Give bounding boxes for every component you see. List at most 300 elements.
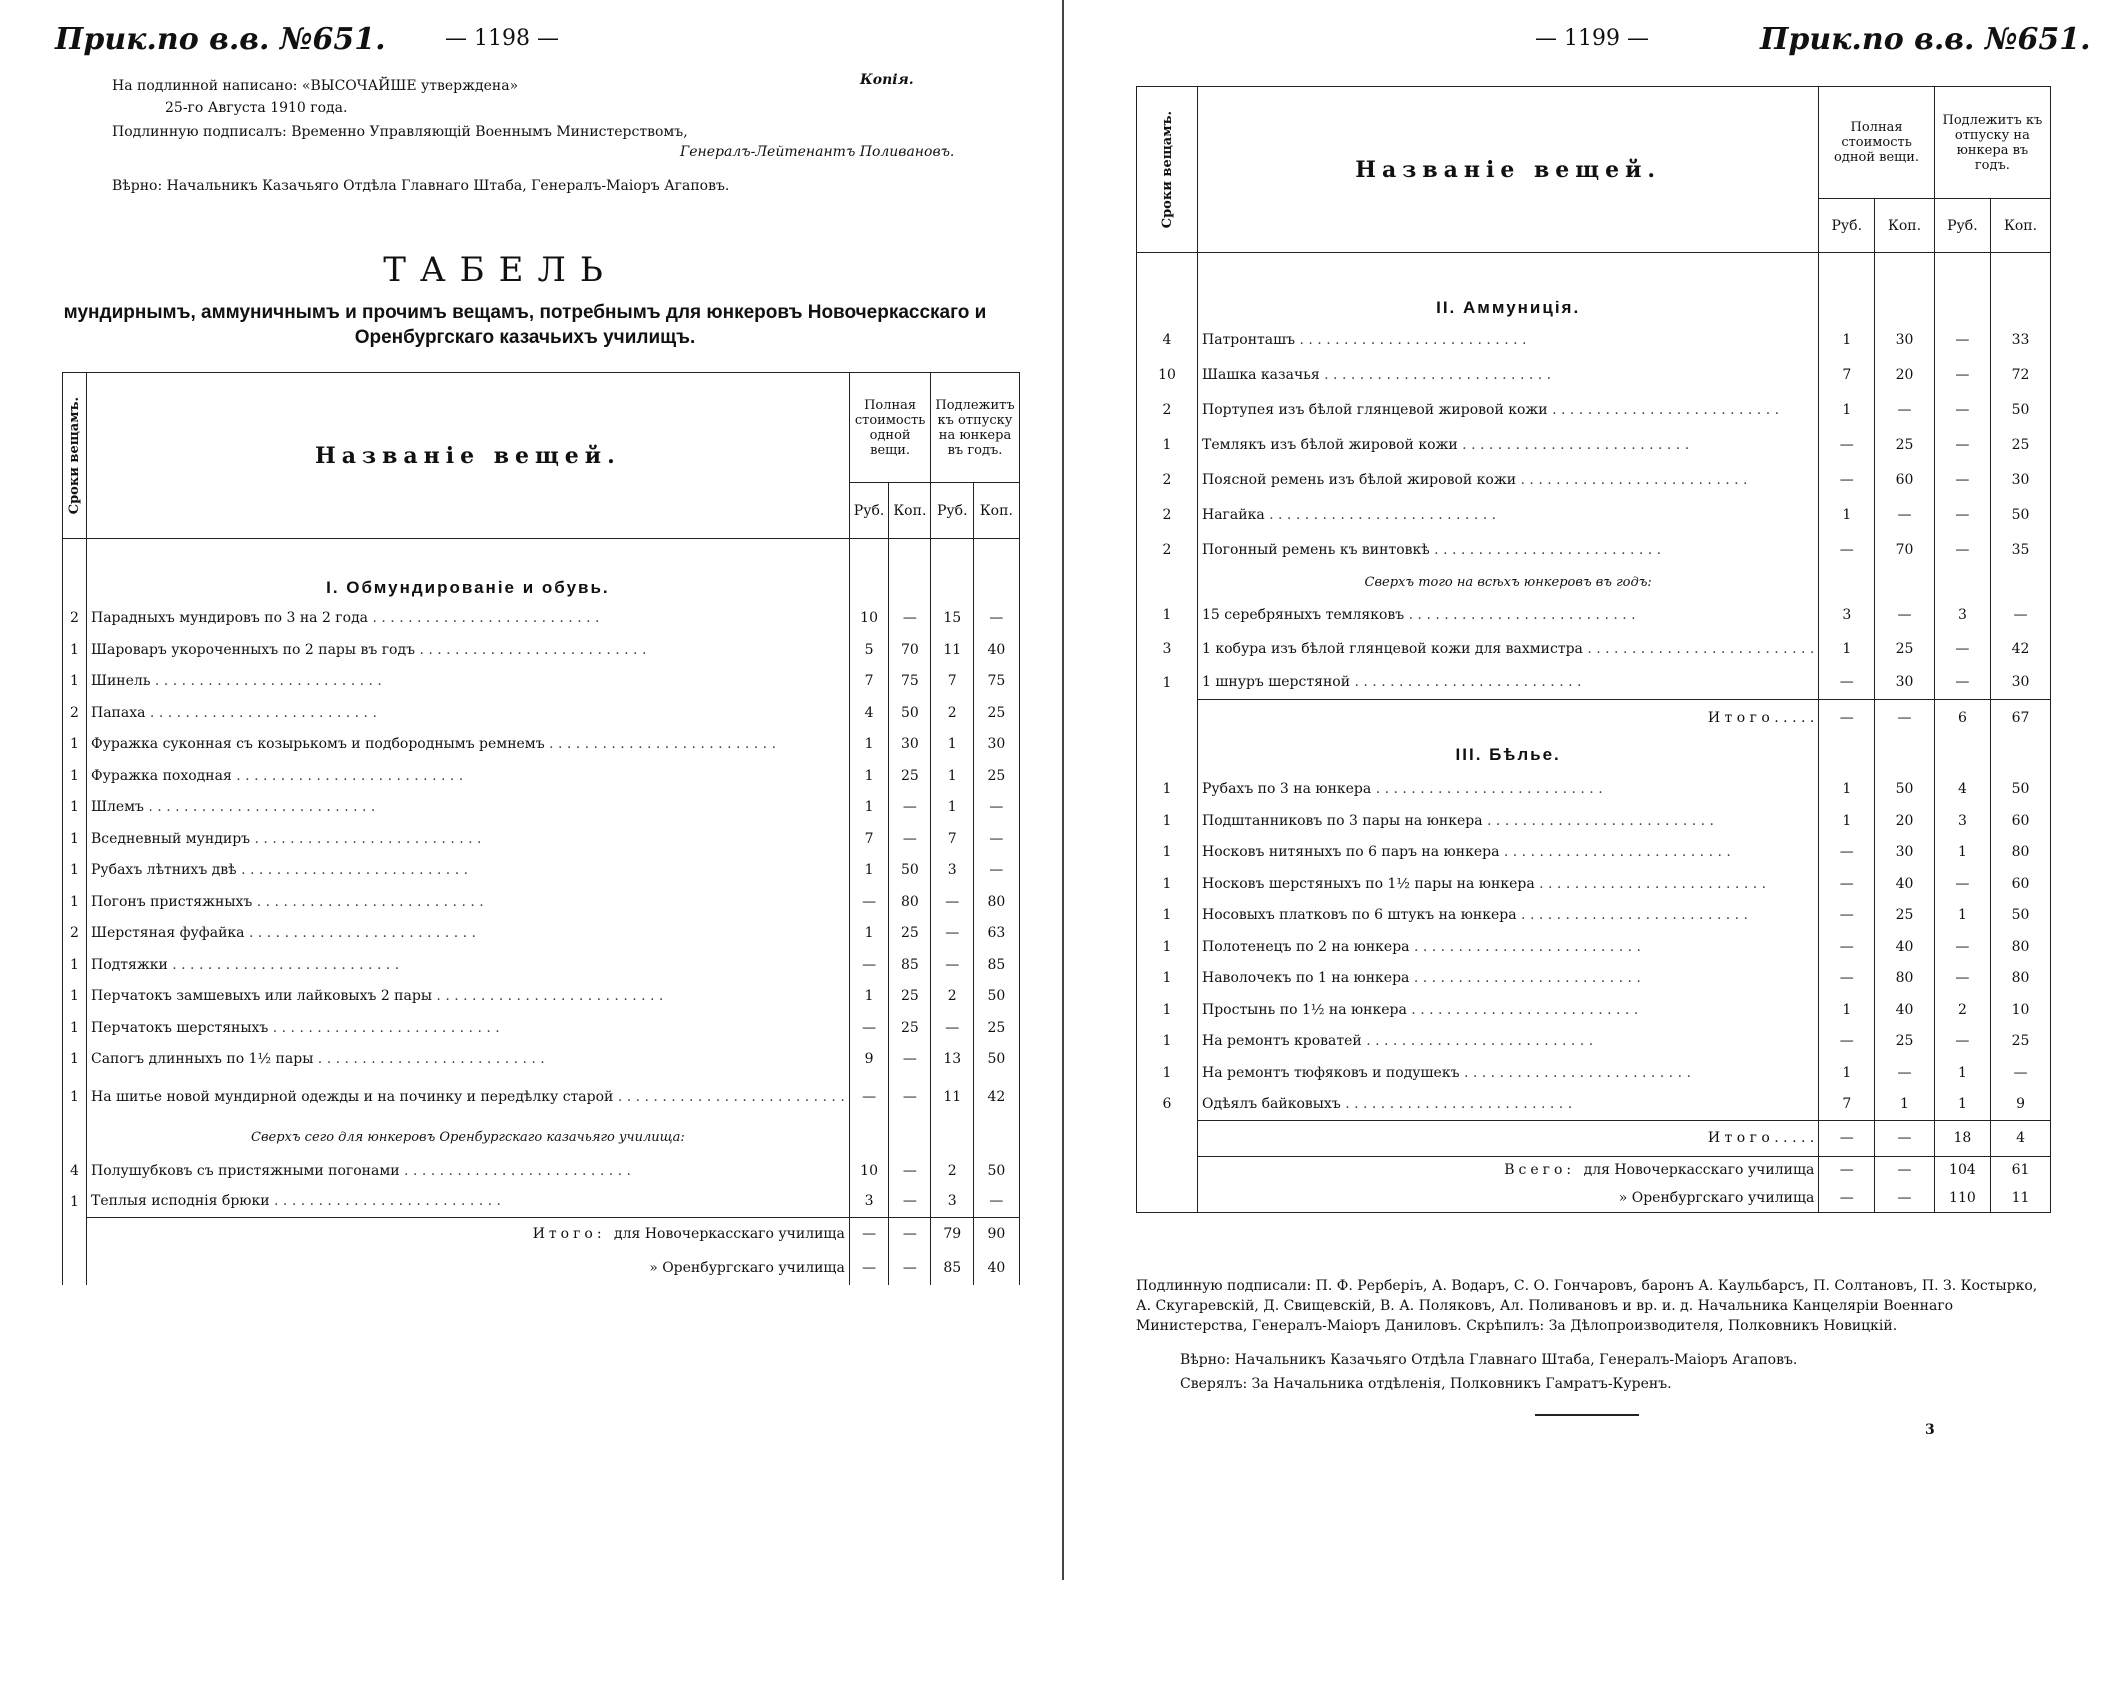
- value-cell: 60: [1875, 463, 1935, 498]
- term-cell: 2: [63, 697, 87, 729]
- value-cell: —: [931, 886, 974, 918]
- table-row: [63, 634, 1020, 666]
- leader-dots: . . . . . . . . . . . . . . . . . . . . . . . . . .: [145, 704, 377, 721]
- total-name: И т о г о . . . . .: [1707, 709, 1815, 726]
- item-name: Теплыя исподнія брюки: [91, 1193, 270, 1210]
- value-cell: 7: [849, 823, 889, 855]
- section-note: Сверхъ сего для юнкеровъ Оренбургскаго казачьяго училища:: [87, 1119, 850, 1155]
- value-cell: 1: [849, 729, 889, 761]
- value-cell: 4: [849, 697, 889, 729]
- value-cell: 30: [1991, 463, 2051, 498]
- value-cell: —: [931, 949, 974, 981]
- item-name-cell: [1198, 632, 1819, 666]
- value-cell: 1: [1819, 323, 1875, 358]
- value-cell: 1: [1875, 1089, 1935, 1121]
- table-row: [1137, 358, 2051, 393]
- value-cell: 30: [1875, 837, 1935, 869]
- total-value-cell: 110: [1934, 1184, 1990, 1212]
- value-cell: —: [849, 886, 889, 918]
- total-label-cell: [1198, 1156, 1819, 1184]
- right-table: [1136, 86, 2051, 1213]
- value-cell: 25: [889, 918, 931, 950]
- term-cell: 1: [1137, 963, 1198, 995]
- value-cell: 1: [849, 760, 889, 792]
- value-cell: 1: [931, 760, 974, 792]
- value-cell: —: [974, 792, 1019, 824]
- value-cell: 50: [974, 981, 1019, 1013]
- term-cell: [1137, 1156, 1198, 1184]
- leader-dots: . . . . . . . . . . . . . . . . . . . . . . . . . .: [1482, 812, 1714, 829]
- term-cell: 1: [1137, 868, 1198, 900]
- tabel-title: ТАБЕЛЬ: [383, 250, 617, 290]
- value-cell: 30: [1875, 323, 1935, 358]
- item-name-cell: [87, 1186, 850, 1217]
- value-cell: 10: [849, 1155, 889, 1186]
- value-cell: 10: [1991, 994, 2051, 1026]
- term-cell: 1: [63, 1075, 87, 1119]
- value-cell: [1875, 568, 1935, 598]
- total-row: [63, 1217, 1020, 1251]
- table-row: [63, 1012, 1020, 1044]
- term-cell: [1137, 1120, 1198, 1156]
- table-row: [63, 1186, 1020, 1217]
- value-cell: [849, 573, 889, 603]
- value-cell: —: [1934, 393, 1990, 428]
- value-cell: [1934, 568, 1990, 598]
- term-cell: 1: [63, 886, 87, 918]
- section-title-row: [1137, 293, 2051, 323]
- term-cell: 6: [1137, 1089, 1198, 1121]
- spacer: [1198, 253, 1819, 293]
- value-cell: 25: [1991, 428, 2051, 463]
- term-cell: 1: [1137, 598, 1198, 632]
- leader-dots: . . . . . . . . . . . . . . . . . . . . . . . . . .: [236, 862, 469, 879]
- value-cell: [1819, 253, 1875, 293]
- value-cell: —: [1934, 428, 1990, 463]
- value-cell: —: [974, 855, 1019, 887]
- item-name: 15 серебряныхъ темляковъ: [1202, 606, 1405, 623]
- section-note-row: [63, 1119, 1020, 1155]
- rub-header: Руб.: [1934, 199, 1990, 253]
- item-name: На ремонтъ кроватей: [1202, 1033, 1362, 1050]
- value-cell: 7: [1819, 358, 1875, 393]
- item-name-cell: [1198, 666, 1819, 700]
- value-cell: 50: [1991, 498, 2051, 533]
- value-cell: 70: [1875, 533, 1935, 568]
- value-cell: 25: [1875, 1026, 1935, 1058]
- value-cell: 1: [1819, 393, 1875, 428]
- item-name: Патронташъ: [1202, 332, 1296, 348]
- value-cell: 75: [974, 666, 1019, 698]
- value-cell: 2: [931, 1155, 974, 1186]
- value-cell: [1934, 293, 1990, 323]
- term-cell: 1: [1137, 805, 1198, 837]
- item-name-cell: [1198, 1026, 1819, 1058]
- right-page-number: — 1199 —: [1535, 26, 1649, 51]
- item-name: Шерстяная фуфайка: [91, 925, 245, 942]
- item-name-cell: [87, 1044, 850, 1076]
- term-cell: 3: [1137, 632, 1198, 666]
- value-cell: —: [889, 1186, 931, 1217]
- leader-dots: . . . . . . . . . . . . . . . . . . . . . . . . . .: [231, 767, 464, 784]
- term-cell: 2: [63, 918, 87, 950]
- value-cell: [1819, 736, 1875, 774]
- table-row: [63, 918, 1020, 950]
- value-cell: —: [889, 1044, 931, 1076]
- leader-dots: . . . . . . . . . . . . . . . . . . . . . . . . . .: [1404, 606, 1636, 623]
- table-row: [1137, 666, 2051, 700]
- value-cell: —: [1819, 666, 1875, 700]
- value-cell: —: [1819, 428, 1875, 463]
- total-name: для Новочеркасскаго училища: [614, 1226, 845, 1243]
- value-cell: [1934, 253, 1990, 293]
- value-cell: —: [1819, 931, 1875, 963]
- value-cell: 63: [974, 918, 1019, 950]
- item-name: Погонный ремень къ винтовкѣ: [1202, 542, 1430, 558]
- value-cell: —: [1875, 1057, 1935, 1089]
- col-term-header: Сроки вещамъ.: [1159, 110, 1175, 229]
- table-row: [63, 886, 1020, 918]
- value-cell: [889, 539, 931, 573]
- value-cell: —: [889, 1155, 931, 1186]
- value-cell: 50: [889, 697, 931, 729]
- value-cell: —: [1934, 632, 1990, 666]
- term-cell: 1: [63, 981, 87, 1013]
- total-name: И т о г о . . . . .: [1707, 1130, 1815, 1146]
- value-cell: 1: [1819, 774, 1875, 806]
- total-value-cell: —: [1875, 1156, 1935, 1184]
- value-cell: 2: [1934, 994, 1990, 1026]
- item-name: Носковъ нитяныхъ по 6 паръ на юнкера: [1202, 844, 1500, 861]
- col-term-header: Сроки вещамъ.: [67, 396, 82, 515]
- total-value-cell: —: [1875, 1184, 1935, 1212]
- table-row: [1137, 1089, 2051, 1121]
- table-row: [63, 855, 1020, 887]
- right-page: [1070, 0, 2125, 1700]
- value-cell: [1934, 736, 1990, 774]
- spacer: [87, 539, 850, 573]
- leader-dots: . . . . . . . . . . . . . . . . . . . . . . . . . .: [252, 893, 484, 910]
- value-cell: —: [1934, 463, 1990, 498]
- table-row: [63, 666, 1020, 698]
- item-name-cell: [1198, 805, 1819, 837]
- value-cell: 1: [849, 981, 889, 1013]
- leader-dots: . . . . . . . . . . . . . . . . . . . . . . . . . .: [244, 925, 476, 942]
- term-cell: [63, 1217, 87, 1251]
- value-cell: 40: [1875, 868, 1935, 900]
- item-name: Фуражка суконная съ козырькомъ и подбороднымъ ремнемъ: [91, 736, 545, 753]
- left-page-number: — 1198 —: [445, 26, 559, 51]
- term-cell: [63, 1119, 87, 1155]
- total-name: » Оренбургскаго училища: [1618, 1189, 1815, 1206]
- term-cell: [1137, 253, 1198, 293]
- value-cell: 3: [849, 1186, 889, 1217]
- term-cell: 1: [63, 792, 87, 824]
- itogo-row: [1137, 700, 2051, 736]
- table-row: [1137, 632, 2051, 666]
- value-cell: 2: [931, 697, 974, 729]
- value-cell: 3: [1934, 805, 1990, 837]
- value-cell: 20: [1875, 805, 1935, 837]
- total-value-cell: —: [1819, 1184, 1875, 1212]
- total-value-cell: —: [889, 1251, 931, 1285]
- item-name: Поясной ремень изъ бѣлой жировой кожи: [1202, 472, 1517, 488]
- item-name-cell: [87, 603, 850, 635]
- spacer-row: [63, 539, 1020, 573]
- item-name-cell: [87, 981, 850, 1013]
- value-cell: [974, 539, 1019, 573]
- table-row: [1137, 393, 2051, 428]
- table-row: [1137, 900, 2051, 932]
- value-cell: 50: [974, 1155, 1019, 1186]
- term-cell: 2: [1137, 463, 1198, 498]
- total-value-cell: —: [1819, 1156, 1875, 1184]
- leader-dots: . . . . . . . . . . . . . . . . . . . . . . . . . .: [1582, 640, 1815, 657]
- total-value-cell: —: [1819, 1120, 1875, 1156]
- value-cell: [1875, 736, 1935, 774]
- value-cell: 2: [931, 981, 974, 1013]
- value-cell: 1: [931, 729, 974, 761]
- table-row: [63, 603, 1020, 635]
- total-value-cell: 18: [1934, 1120, 1990, 1156]
- value-cell: —: [1875, 393, 1935, 428]
- total-value-cell: 67: [1991, 700, 2051, 736]
- meta-line-5: Вѣрно: Начальникъ Казачьяго Отдѣла Главнаго Штаба, Генералъ-Маіоръ Агаповъ.: [112, 178, 730, 194]
- value-cell: —: [1934, 1026, 1990, 1058]
- item-name-cell: [1198, 323, 1819, 358]
- value-cell: [931, 1119, 974, 1155]
- term-cell: 1: [1137, 666, 1198, 700]
- item-name-cell: [1198, 463, 1819, 498]
- value-cell: —: [974, 1186, 1019, 1217]
- item-name-cell: [87, 855, 850, 887]
- item-name-cell: [87, 666, 850, 698]
- item-name-cell: [1198, 900, 1819, 932]
- value-cell: —: [1934, 963, 1990, 995]
- item-name-cell: [87, 760, 850, 792]
- value-cell: —: [931, 1012, 974, 1044]
- kop-header: Коп.: [1875, 199, 1935, 253]
- item-name-cell: [87, 792, 850, 824]
- value-cell: 70: [889, 634, 931, 666]
- item-name-cell: [87, 1012, 850, 1044]
- footer-signed: Подлинную подписали: П. Ф. Рерберіъ, А. Водаръ, С. О. Гончаровъ, баронъ А. Каульбарсъ, П. Солтановъ, П. З. Костырко, А. Скугаревскій, Д. Свищевскій, В. А. Поляковъ, Ал. Поливановъ и вр. и. д. Начальника Канцеляріи Военнаго Министерства, Генералъ-Маіоръ Даниловъ. Скрѣпилъ: За Дѣлопроизводителя, Полковникъ Новицкій.: [1136, 1278, 2038, 1334]
- footer-sveryal: Сверялъ: За Начальника отдѣленія, Полковникъ Гамратъ-Куренъ.: [1180, 1376, 1672, 1392]
- value-cell: —: [974, 603, 1019, 635]
- value-cell: —: [1991, 1057, 2051, 1089]
- value-cell: 1: [1934, 1089, 1990, 1121]
- value-cell: 7: [931, 823, 974, 855]
- table-row: [1137, 805, 2051, 837]
- value-cell: 75: [889, 666, 931, 698]
- leader-dots: . . . . . . . . . . . . . . . . . . . . . . . . . .: [268, 1019, 500, 1036]
- value-cell: —: [1934, 323, 1990, 358]
- value-cell: 85: [889, 949, 931, 981]
- value-cell: 7: [849, 666, 889, 698]
- value-cell: —: [974, 823, 1019, 855]
- item-name-cell: [1198, 774, 1819, 806]
- item-name: Шашка казачья: [1202, 367, 1320, 383]
- item-name: Одѣялъ байковыхъ: [1202, 1096, 1341, 1112]
- value-cell: 80: [1991, 931, 2051, 963]
- value-cell: —: [889, 792, 931, 824]
- term-cell: 4: [63, 1155, 87, 1186]
- table-row: [63, 760, 1020, 792]
- value-cell: [1875, 253, 1935, 293]
- value-cell: 30: [974, 729, 1019, 761]
- table-row: [63, 792, 1020, 824]
- value-cell: 1: [1934, 1057, 1990, 1089]
- itogo-row: [1137, 1120, 2051, 1156]
- value-cell: —: [1819, 900, 1875, 932]
- value-cell: 80: [1991, 963, 2051, 995]
- value-cell: 50: [1875, 774, 1935, 806]
- item-name-cell: [1198, 428, 1819, 463]
- item-name-cell: [1198, 393, 1819, 428]
- value-cell: 60: [1991, 868, 2051, 900]
- value-cell: 4: [1934, 774, 1990, 806]
- value-cell: 50: [1991, 393, 2051, 428]
- total-label-cell: [87, 1251, 850, 1285]
- total-value-cell: —: [849, 1217, 889, 1251]
- term-cell: [1137, 568, 1198, 598]
- leader-dots: . . . . . . . . . . . . . . . . . . . . . . . . . .: [250, 830, 482, 847]
- item-name: Перчатокъ замшевыхъ или лайковыхъ 2 пары: [91, 988, 432, 1005]
- total-value-cell: —: [1875, 1120, 1935, 1156]
- table-row: [63, 697, 1020, 729]
- term-cell: 1: [63, 1186, 87, 1217]
- value-cell: —: [1934, 868, 1990, 900]
- value-cell: 11: [931, 634, 974, 666]
- leader-dots: . . . . . . . . . . . . . . . . . . . . . . . . . .: [613, 1089, 845, 1105]
- leader-dots: . . . . . . . . . . . . . . . . . . . . . . . . . .: [269, 1193, 501, 1210]
- left-header-title: Прик.по в.в. №651.: [55, 22, 386, 57]
- kop-header: Коп.: [974, 483, 1019, 539]
- item-name-cell: [87, 949, 850, 981]
- term-cell: [1137, 1184, 1198, 1212]
- col-name-header: Названіе вещей.: [87, 373, 850, 539]
- value-cell: 30: [1991, 666, 2051, 700]
- value-cell: —: [931, 918, 974, 950]
- value-cell: [1875, 293, 1935, 323]
- value-cell: 25: [1991, 1026, 2051, 1058]
- term-cell: 4: [1137, 323, 1198, 358]
- total-value-cell: 85: [931, 1251, 974, 1285]
- table-row: [1137, 598, 2051, 632]
- value-cell: —: [889, 823, 931, 855]
- value-cell: 40: [1875, 931, 1935, 963]
- rub-header: Руб.: [849, 483, 889, 539]
- value-cell: 3: [931, 855, 974, 887]
- value-cell: —: [849, 1012, 889, 1044]
- item-name: На шитье новой мундирной одежды и на починку и передѣлку старой: [91, 1089, 614, 1105]
- value-cell: 25: [1875, 428, 1935, 463]
- table-row: [1137, 1026, 2051, 1058]
- value-cell: 25: [1875, 632, 1935, 666]
- leader-dots: . . . . . . . . . . . . . . . . . . . . . . . . . .: [1429, 542, 1662, 558]
- section-note-row: [1137, 568, 2051, 598]
- value-cell: 7: [931, 666, 974, 698]
- meta-line-4: Генералъ-Лейтенантъ Поливановъ.: [680, 144, 955, 160]
- term-cell: 10: [1137, 358, 1198, 393]
- section-title-row: [63, 573, 1020, 603]
- item-name: Портупея изъ бѣлой глянцевой жировой кожи: [1202, 402, 1548, 418]
- section-title: III. Бѣлье.: [1198, 736, 1819, 774]
- total-value-cell: —: [889, 1217, 931, 1251]
- table-row: [63, 823, 1020, 855]
- value-cell: 3: [1819, 598, 1875, 632]
- total-label: Всего:: [1504, 1162, 1584, 1179]
- value-cell: 33: [1991, 323, 2051, 358]
- table-row: [63, 729, 1020, 761]
- value-cell: —: [849, 1075, 889, 1119]
- footer-rule: [1535, 1414, 1639, 1416]
- value-cell: 9: [1991, 1089, 2051, 1121]
- total-name: » Оренбургскаго училища: [649, 1260, 845, 1276]
- total-label-cell: [1198, 1184, 1819, 1212]
- item-name: Носовыхъ платковъ по 6 штукъ на юнкера: [1202, 907, 1517, 924]
- value-cell: [1991, 253, 2051, 293]
- term-cell: 1: [63, 949, 87, 981]
- value-cell: —: [849, 949, 889, 981]
- item-name-cell: [1198, 1057, 1819, 1089]
- right-header-title: Прик.по в.в. №651.: [1760, 22, 2091, 57]
- value-cell: 3: [1934, 598, 1990, 632]
- value-cell: [849, 539, 889, 573]
- value-cell: —: [1934, 666, 1990, 700]
- leader-dots: . . . . . . . . . . . . . . . . . . . . . . . . . .: [167, 956, 400, 973]
- value-cell: [1819, 568, 1875, 598]
- item-name-cell: [87, 634, 850, 666]
- rub-header: Руб.: [1819, 199, 1875, 253]
- term-cell: 2: [1137, 533, 1198, 568]
- col-issue-header: Подлежитъ къ отпуску на юнкера въ годъ.: [931, 373, 1019, 483]
- value-cell: 25: [974, 697, 1019, 729]
- leader-dots: . . . . . . . . . . . . . . . . . . . . . . . . . .: [431, 988, 664, 1005]
- value-cell: 3: [931, 1186, 974, 1217]
- table-row: [63, 1075, 1020, 1119]
- item-name-cell: [87, 1155, 850, 1186]
- value-cell: 5: [849, 634, 889, 666]
- value-cell: 25: [974, 760, 1019, 792]
- value-cell: 42: [1991, 632, 2051, 666]
- item-name: Простынь по 1½ на юнкера: [1202, 1001, 1407, 1018]
- value-cell: 7: [1819, 1089, 1875, 1121]
- term-cell: 1: [1137, 931, 1198, 963]
- value-cell: 1: [1934, 837, 1990, 869]
- item-name-cell: [87, 886, 850, 918]
- value-cell: —: [1934, 358, 1990, 393]
- table-row: [1137, 498, 2051, 533]
- leader-dots: . . . . . . . . . . . . . . . . . . . . . . . . . .: [415, 641, 647, 658]
- leader-dots: . . . . . . . . . . . . . . . . . . . . . . . . . .: [1534, 875, 1767, 892]
- value-cell: 50: [1991, 774, 2051, 806]
- page-gutter: [1062, 0, 1064, 1580]
- item-name: Папаха: [91, 704, 146, 721]
- value-cell: —: [889, 603, 931, 635]
- table-row: [63, 981, 1020, 1013]
- value-cell: 25: [1875, 900, 1935, 932]
- value-cell: 40: [974, 634, 1019, 666]
- value-cell: —: [1991, 598, 2051, 632]
- value-cell: [974, 573, 1019, 603]
- item-name: 1 кобура изъ бѣлой глянцевой кожи для вахмистра: [1202, 640, 1583, 657]
- table-row: [63, 1044, 1020, 1076]
- leader-dots: . . . . . . . . . . . . . . . . . . . . . . . . . .: [1361, 1033, 1594, 1050]
- value-cell: —: [1934, 533, 1990, 568]
- value-cell: 80: [1991, 837, 2051, 869]
- term-cell: [1137, 700, 1198, 736]
